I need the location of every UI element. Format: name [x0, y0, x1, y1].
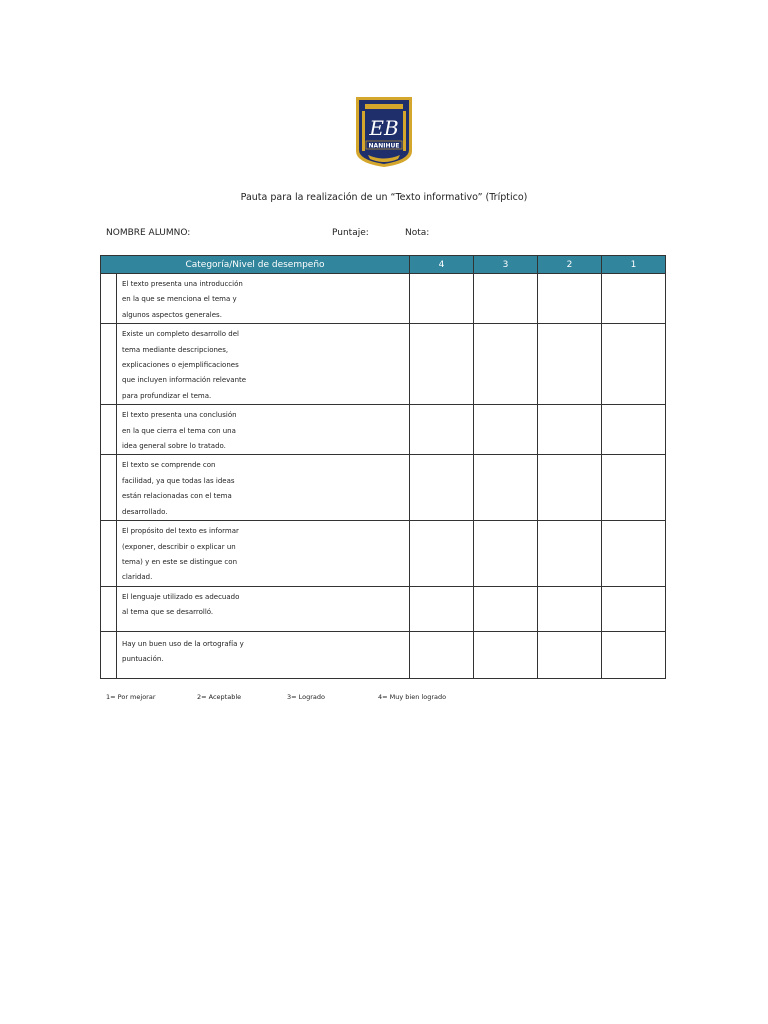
- header-level-3: 3: [474, 256, 538, 274]
- legend-item-4: 4= Muy bien logrado: [378, 693, 447, 701]
- score-cell-4[interactable]: [410, 324, 474, 405]
- score-cell-3[interactable]: [474, 631, 538, 678]
- criterion-line: tema mediante descripciones,: [122, 345, 229, 354]
- school-logo: [352, 95, 416, 169]
- score-cell-3[interactable]: [474, 455, 538, 521]
- logo-name: NANIHUE: [368, 142, 400, 150]
- criterion-line: al tema que se desarrolló.: [122, 608, 214, 617]
- criterion-line: facilidad, ya que todas las ideas: [122, 476, 235, 485]
- score-cell-2[interactable]: [538, 274, 602, 324]
- student-name-label: NOMBRE ALUMNO:: [106, 228, 191, 238]
- criterion-text: [117, 405, 410, 455]
- legend-item-1: 1= Por mejorar: [106, 693, 156, 701]
- score-cell-1[interactable]: [602, 274, 666, 324]
- criterion-line: El texto se comprende con: [122, 461, 216, 470]
- criterion-line: Existe un completo desarrollo del: [122, 330, 239, 339]
- score-cell-2[interactable]: [538, 324, 602, 405]
- score-cell-1[interactable]: [602, 455, 666, 521]
- criterion-line: El texto presenta una conclusión: [122, 411, 237, 420]
- score-cell-4[interactable]: [410, 586, 474, 631]
- criterion-line: para profundizar el tema.: [122, 391, 212, 400]
- score-cell-4[interactable]: [410, 521, 474, 587]
- criterion-text: [117, 521, 410, 587]
- rubric-header-row: [101, 256, 666, 274]
- criterion-line: están relacionadas con el tema: [122, 492, 232, 501]
- criterion-line: idea general sobre lo tratado.: [122, 442, 226, 451]
- score-cell-2[interactable]: [538, 405, 602, 455]
- header-level-4: 4: [410, 256, 474, 274]
- row-margin: [101, 631, 117, 678]
- criterion-line: (exponer, describir o explicar un: [122, 542, 236, 551]
- criterion-line: desarrollado.: [122, 507, 168, 516]
- row-margin: [101, 274, 117, 324]
- rubric-row: [101, 274, 666, 324]
- score-cell-2[interactable]: [538, 521, 602, 587]
- score-cell-2[interactable]: [538, 586, 602, 631]
- criterion-text: [117, 631, 410, 678]
- score-cell-3[interactable]: [474, 586, 538, 631]
- criterion-line: en la que se menciona el tema y: [122, 295, 237, 304]
- logo-initials: EB: [369, 116, 399, 140]
- row-margin: [101, 586, 117, 631]
- header-level-1: 1: [602, 256, 666, 274]
- legend-item-2: 2= Aceptable: [197, 693, 242, 701]
- criterion-text: [117, 324, 410, 405]
- criterion-line: en la que cierra el tema con una: [122, 426, 236, 435]
- document-title: Pauta para la realización de un “Texto informativo” (Tríptico): [240, 192, 528, 203]
- header-category: Categoría/Nivel de desempeño: [101, 256, 410, 274]
- rubric-row: [101, 521, 666, 587]
- row-margin: [101, 521, 117, 587]
- criterion-line: explicaciones o ejemplificaciones: [122, 361, 239, 370]
- score-cell-1[interactable]: [602, 324, 666, 405]
- score-cell-4[interactable]: [410, 455, 474, 521]
- score-cell-1[interactable]: [602, 405, 666, 455]
- score-cell-3[interactable]: [474, 274, 538, 324]
- score-cell-4[interactable]: [410, 631, 474, 678]
- score-cell-3[interactable]: [474, 521, 538, 587]
- rubric-row: [101, 586, 666, 631]
- rubric-row: [101, 455, 666, 521]
- criterion-text: [117, 586, 410, 631]
- rubric-row: [101, 324, 666, 405]
- header-level-2: 2: [538, 256, 602, 274]
- criterion-line: algunos aspectos generales.: [122, 310, 222, 319]
- score-cell-2[interactable]: [538, 631, 602, 678]
- score-cell-1[interactable]: [602, 521, 666, 587]
- row-margin: [101, 455, 117, 521]
- score-cell-2[interactable]: [538, 455, 602, 521]
- rubric-table: [100, 255, 666, 679]
- criterion-line: El texto presenta una introducción: [122, 280, 243, 288]
- score-cell-4[interactable]: [410, 274, 474, 324]
- score-cell-4[interactable]: [410, 405, 474, 455]
- criterion-line: puntuación.: [122, 655, 164, 664]
- criterion-line: claridad.: [122, 573, 153, 582]
- criterion-line: El propósito del texto es informar: [122, 527, 239, 536]
- criterion-line: El lenguaje utilizado es adecuado: [122, 592, 240, 601]
- row-margin: [101, 405, 117, 455]
- row-margin: [101, 324, 117, 405]
- legend-item-3: 3= Logrado: [287, 693, 326, 701]
- criterion-text: [117, 455, 410, 521]
- rubric-row: [101, 631, 666, 678]
- criterion-line: Hay un buen uso de la ortografía y: [122, 639, 244, 648]
- score-label: Puntaje:: [332, 228, 369, 238]
- score-cell-1[interactable]: [602, 586, 666, 631]
- rubric-row: [101, 405, 666, 455]
- criterion-line: que incluyen información relevante: [122, 376, 247, 385]
- score-cell-1[interactable]: [602, 631, 666, 678]
- grade-label: Nota:: [405, 228, 430, 238]
- criterion-text: [117, 274, 410, 324]
- score-cell-3[interactable]: [474, 405, 538, 455]
- score-cell-3[interactable]: [474, 324, 538, 405]
- criterion-line: tema) y en este se distingue con: [122, 557, 238, 566]
